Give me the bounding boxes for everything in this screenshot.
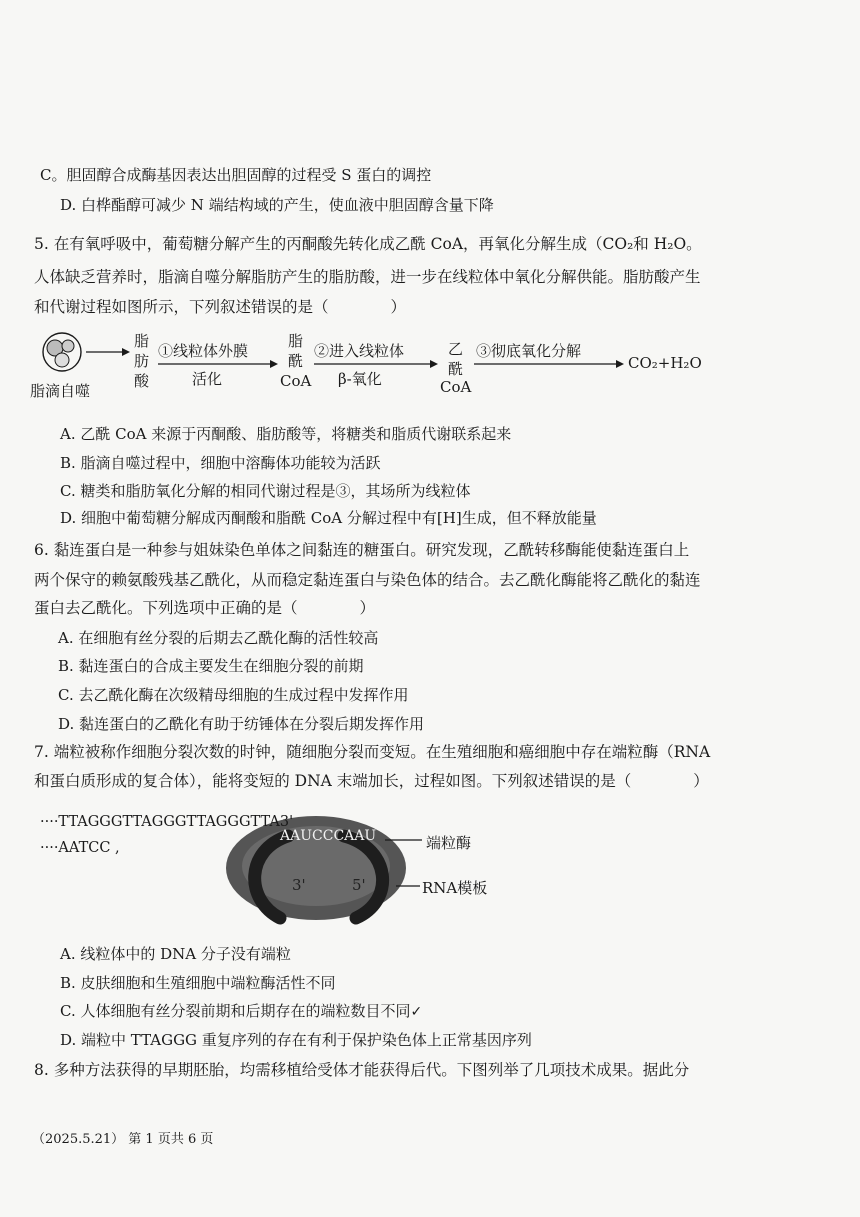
fatty-acid-char3: 酸 [134,372,150,390]
acetyl-coa-char1: 乙 [448,340,464,358]
step1-top-label: ①线粒体外膜 [158,342,249,360]
telomerase-diagram [40,800,600,930]
q7-stem-line2: 和蛋白质形成的复合体），能将变短的 DNA 末端加长，过程如图。下列叙述错误的是（ ） [34,772,709,790]
fatty-acid-char1: 脂 [134,332,150,350]
q6-option-b: B. 黏连蛋白的合成主要发生在细胞分裂的前期 [58,657,364,675]
q7-option-a: A. 线粒体中的 DNA 分子没有端粒 [60,945,291,963]
acyl-coa-char2: 酰 [288,352,304,370]
step2-top-label: ②进入线粒体 [314,342,405,360]
q6-stem-line3: 蛋白去乙酰化。下列选项中正确的是（ ） [34,599,376,617]
acyl-coa-char1: 脂 [288,332,304,350]
dna-bottom-strand: ····AATCC , [40,840,120,856]
q6-option-d: D. 黏连蛋白的乙酰化有助于纺锤体在分裂后期发挥作用 [58,715,425,733]
acyl-coa-label: CoA [280,372,312,390]
q8-stem-line1: 8. 多种方法获得的早期胚胎，均需移植给受体才能获得后代。下图列举了几项技术成果。据此分 [34,1061,690,1079]
q6-stem-line2: 两个保守的赖氨酸残基乙酰化，从而稳定黏连蛋白与染色体的结合。去乙酰化酶能将乙酰化的黏连 [34,571,701,589]
telomerase-label: 端粒酶 [426,834,472,852]
q7-stem-line1: 7. 端粒被称作细胞分裂次数的时钟，随细胞分裂而变短。在生殖细胞和癌细胞中存在端粒酶（RNA [34,743,711,761]
fatty-acid-char2: 肪 [134,352,150,370]
fatty-acid-metabolism-diagram [30,328,770,408]
q4-option-d: D. 白桦酯醇可减少 N 端结构域的产生，使血液中胆固醇含量下降 [60,196,494,214]
acetyl-coa-label: CoA [440,378,472,396]
end-products-label: CO₂+H₂O [628,354,702,372]
five-prime-end: 5' [352,876,366,894]
dna-top-strand: ····TTAGGGTTAGGGTTAGGGTTA3' [40,814,294,830]
q5-option-a: A. 乙酰 CoA 来源于丙酮酸、脂肪酸等，将糖类和脂质代谢联系起来 [60,425,512,443]
q5-stem-line3: 和代谢过程如图所示，下列叙述错误的是（ ） [34,298,407,316]
page-footer: （2025.5.21） 第 1 页共 6 页 [32,1132,214,1147]
q7-option-c-row [60,1001,422,1022]
handwritten-check-icon: ✓ [410,1004,423,1020]
lipophagy-label: 脂滴自噬 [30,382,91,400]
q6-option-c: C. 去乙酰化酶在次级精母细胞的生成过程中发挥作用 [58,686,409,704]
q6-option-a: A. 在细胞有丝分裂的后期去乙酰化酶的活性较高 [58,629,379,647]
q5-stem-line2: 人体缺乏营养时，脂滴自噬分解脂肪产生的脂肪酸，进一步在线粒体中氧化分解供能。脂肪酸产生 [34,268,701,286]
q6-stem-line1: 6. 黏连蛋白是一种参与姐妹染色单体之间黏连的糖蛋白。研究发现，乙酰转移酶能使黏连蛋白上 [34,541,690,559]
q4-option-c: C。胆固醇合成酶基因表达出胆固醇的过程受 S 蛋白的调控 [40,166,432,184]
step3-top-label: ③彻底氧化分解 [476,342,582,360]
q5-option-d: D. 细胞中葡萄糖分解成丙酮酸和脂酰 CoA 分解过程中有[H]生成，但不释放能量 [60,509,597,527]
q5-stem-line1: 5. 在有氧呼吸中，葡萄糖分解产生的丙酮酸先转化成乙酰 CoA，再氧化分解生成（CO₂和 H₂O。 [34,235,702,253]
rna-template-label: RNA模板 [422,879,488,897]
step1-bottom-label: 活化 [192,370,223,388]
q7-option-d: D. 端粒中 TTAGGG 重复序列的存在有利于保护染色体上正常基因序列 [60,1031,532,1049]
q7-option-c: C. 人体细胞有丝分裂前期和后期存在的端粒数目不同 [60,1002,411,1020]
acetyl-coa-char2: 酰 [448,360,464,378]
q7-option-b: B. 皮肤细胞和生殖细胞中端粒酶活性不同 [60,974,336,992]
q5-option-c: C. 糖类和脂肪氧化分解的相同代谢过程是③，其场所为线粒体 [60,482,471,500]
rna-sequence: AAUCCCAAU [280,828,377,844]
q5-option-b: B. 脂滴自噬过程中，细胞中溶酶体功能较为活跃 [60,454,381,472]
step2-bottom-label: β-氧化 [338,370,382,388]
three-prime-end: 3' [292,876,306,894]
